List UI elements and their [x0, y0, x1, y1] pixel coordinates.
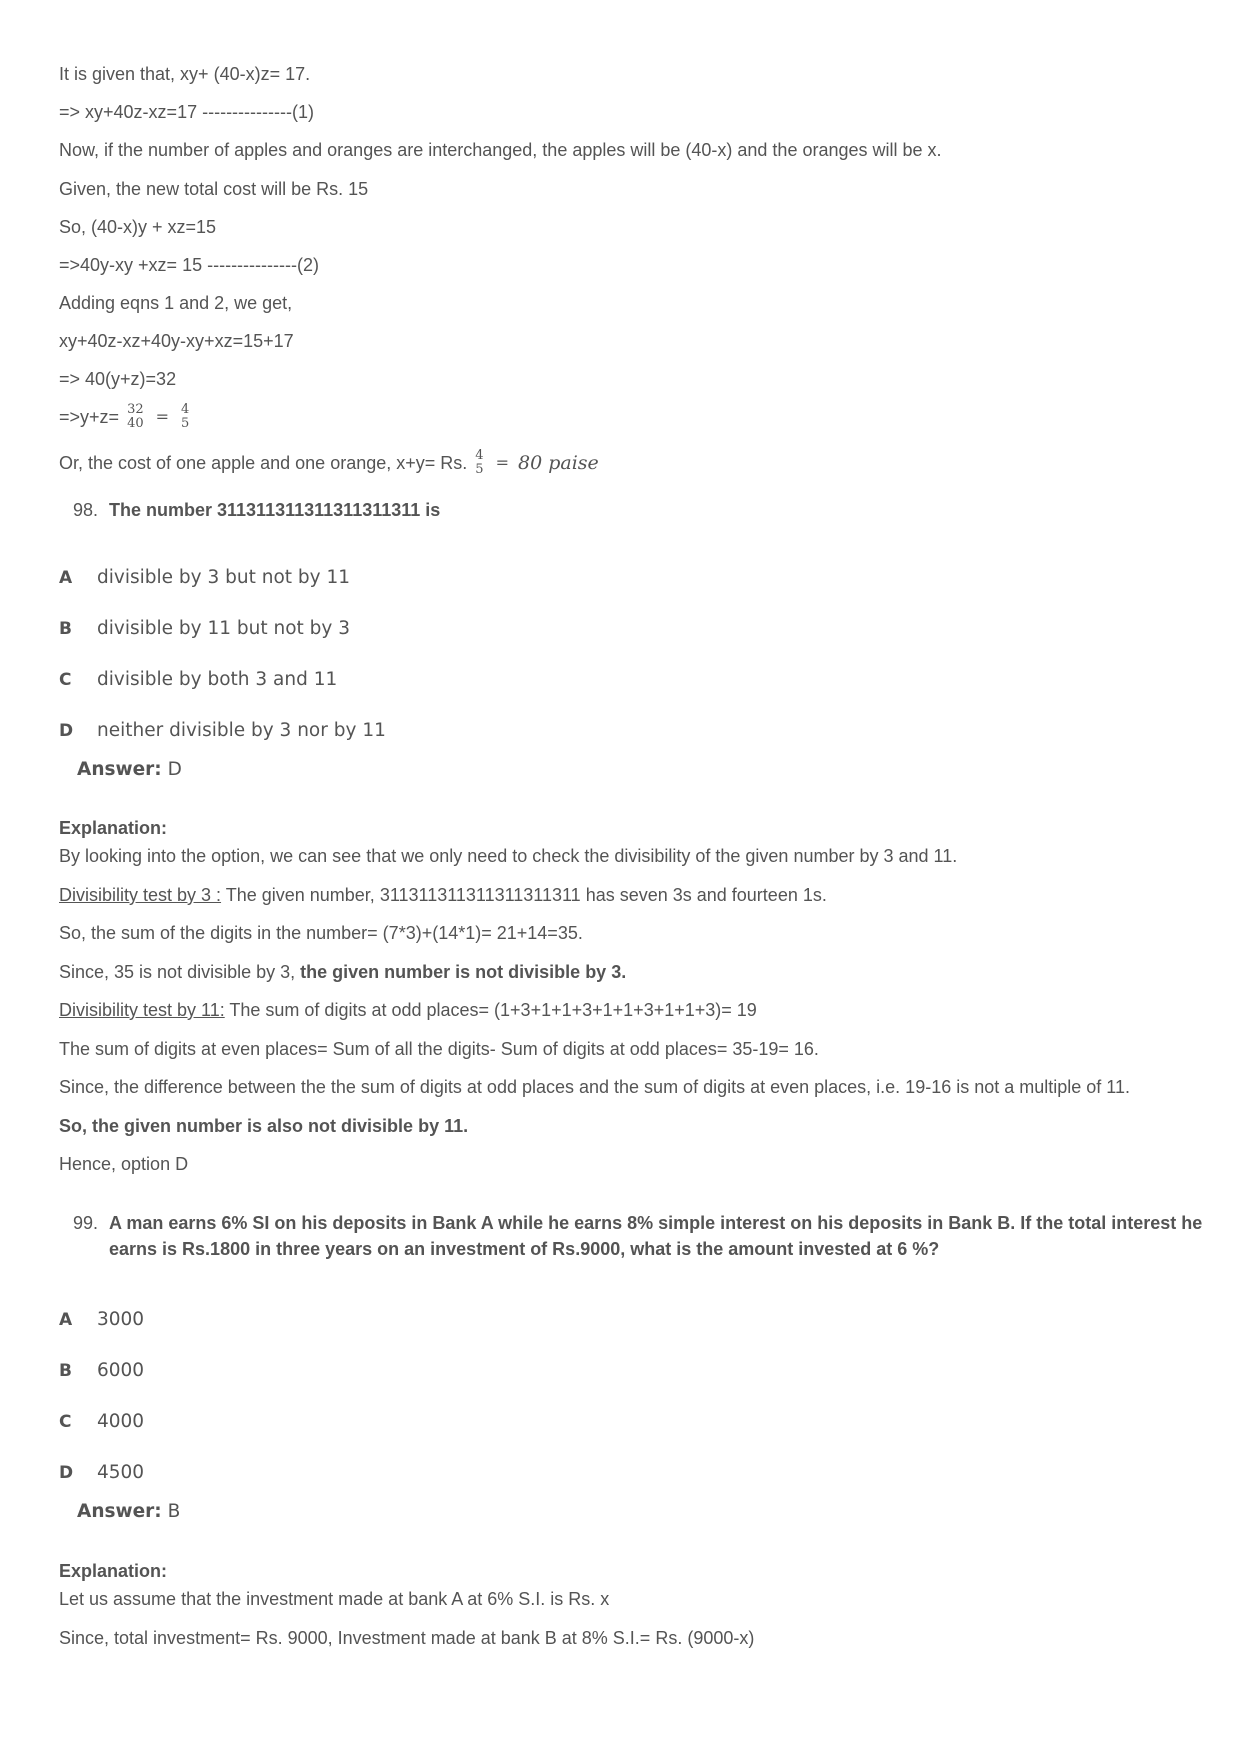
- since-35-text: Since, 35 is not divisible by 3,: [59, 962, 301, 982]
- divisibility-11-line: [59, 999, 757, 1021]
- fraction-numerator: 32: [127, 402, 144, 417]
- option-c[interactable]: [59, 1411, 144, 1432]
- conclusion-line: So, the given number is also not divisible by 11.: [59, 1116, 469, 1136]
- derivation-line-6: =>40y-xy +xz= 15 ---------------(2): [59, 255, 319, 275]
- question-number: 98.: [73, 500, 99, 520]
- option-a[interactable]: [59, 1309, 144, 1330]
- fraction-4-5: [181, 403, 189, 431]
- question-text-line-1: A man earns 6% SI on his deposits in Bank A while he earns 8% simple interest on his deposits in Bank B. If the total interest he: [109, 1213, 1203, 1233]
- derivation-line-3: Now, if the number of apples and oranges are interchanged, the apples will be (40-x) and the oranges will be x.: [59, 140, 942, 160]
- answer-99: [77, 1501, 180, 1522]
- cost-fraction: [475, 449, 483, 477]
- sum-line: So, the sum of the digits in the number= (7*3)+(14*1)= 21+14=35.: [59, 923, 583, 943]
- option-letter: A: [59, 568, 73, 588]
- divisibility-3-text: The given number, 311311311311311311311 has seven 3s and fourteen 1s.: [221, 885, 827, 905]
- option-text: divisible by 11 but not by 3: [97, 618, 351, 639]
- question-text: [109, 1210, 1202, 1262]
- explanation-line-1: Let us assume that the investment made at bank A at 6% S.I. is Rs. x: [59, 1589, 610, 1609]
- derivation-line-7: Adding eqns 1 and 2, we get,: [59, 293, 293, 313]
- equals-sign: =: [495, 453, 509, 472]
- answer-value: D: [167, 759, 182, 780]
- question-text: The number 311311311311311311311 is: [109, 500, 441, 520]
- derivation-line-4: Given, the new total cost will be Rs. 15: [59, 179, 369, 199]
- divisibility-3-label: Divisibility test by 3 :: [59, 885, 222, 905]
- difference-line: Since, the difference between the the sum of digits at odd places and the sum of digits at even places, i.e. 19-16 is not a multiple of 11.: [59, 1077, 1130, 1097]
- fraction-line: [59, 403, 192, 431]
- option-d[interactable]: [59, 720, 386, 741]
- hence-line: Hence, option D: [59, 1154, 189, 1174]
- derivation-line-5: So, (40-x)y + xz=15: [59, 217, 217, 237]
- derivation-line-8: xy+40z-xz+40y-xy+xz=15+17: [59, 331, 294, 351]
- fraction-32-40: [127, 403, 144, 431]
- divisibility-11-label: Divisibility test by 11:: [59, 1000, 225, 1020]
- since-35-bold: the given number is not divisible by 3.: [300, 962, 627, 982]
- cost-line: [59, 449, 599, 477]
- fraction-denominator: 5: [475, 462, 484, 477]
- option-letter: B: [59, 1361, 72, 1381]
- option-letter: A: [59, 1310, 73, 1330]
- explanation-label: Explanation:: [59, 1561, 168, 1581]
- option-text: 4500: [97, 1462, 145, 1483]
- option-c[interactable]: [59, 669, 337, 690]
- fraction-denominator: 40: [127, 416, 144, 431]
- option-b[interactable]: [59, 1360, 144, 1381]
- option-text: 4000: [97, 1411, 145, 1432]
- answer-value: B: [167, 1501, 181, 1522]
- option-letter: D: [59, 721, 74, 741]
- explanation-intro: By looking into the option, we can see that we only need to check the divisibility of the given number by 3 and 11.: [59, 846, 958, 866]
- answer-label: Answer:: [77, 1501, 162, 1522]
- question-number: 99.: [73, 1213, 99, 1233]
- derivation-line-2: => xy+40z-xz=17 ---------------(1): [59, 102, 314, 122]
- fraction-prefix: =>y+z=: [59, 407, 120, 427]
- question-98: [73, 497, 440, 523]
- option-b[interactable]: [59, 618, 350, 639]
- question-99: [73, 1210, 1202, 1262]
- equals-sign: =: [155, 407, 170, 426]
- option-text: 6000: [97, 1360, 145, 1381]
- question-text-line-2: earns is Rs.1800 in three years on an investment of Rs.9000, what is the amount invested at 6 %?: [109, 1239, 940, 1259]
- cost-prefix: Or, the cost of one apple and one orange, x+y= Rs.: [59, 453, 468, 473]
- option-letter: C: [59, 670, 72, 690]
- explanation-line-2: Since, total investment= Rs. 9000, Investment made at bank B at 8% S.I.= Rs. (9000-x): [59, 1628, 755, 1648]
- divisibility-11-text: The sum of digits at odd places= (1+3+1+1+3+1+1+3+1+1+3)= 19: [224, 1000, 757, 1020]
- divisibility-3-line: [59, 884, 827, 906]
- answer-98: [77, 759, 182, 780]
- answer-label: Answer:: [77, 759, 162, 780]
- fraction-denominator: 5: [181, 416, 190, 431]
- option-a[interactable]: [59, 567, 350, 588]
- option-letter: B: [59, 619, 72, 639]
- option-text: neither divisible by 3 nor by 11: [97, 720, 386, 741]
- option-text: divisible by 3 but not by 11: [97, 567, 351, 588]
- cost-value: 80 paise: [518, 452, 599, 474]
- option-letter: D: [59, 1463, 74, 1483]
- explanation-label: Explanation:: [59, 818, 168, 838]
- fraction-numerator: 4: [475, 448, 484, 463]
- derivation-line-9: => 40(y+z)=32: [59, 369, 177, 389]
- even-places-line: The sum of digits at even places= Sum of all the digits- Sum of digits at odd places= 35-19= 16.: [59, 1039, 819, 1059]
- option-d[interactable]: [59, 1462, 144, 1483]
- option-text: divisible by both 3 and 11: [97, 669, 338, 690]
- since-35-line: [59, 961, 626, 983]
- option-text: 3000: [97, 1309, 145, 1330]
- derivation-line-1: It is given that, xy+ (40-x)z= 17.: [59, 64, 311, 84]
- fraction-numerator: 4: [181, 402, 190, 417]
- option-letter: C: [59, 1412, 72, 1432]
